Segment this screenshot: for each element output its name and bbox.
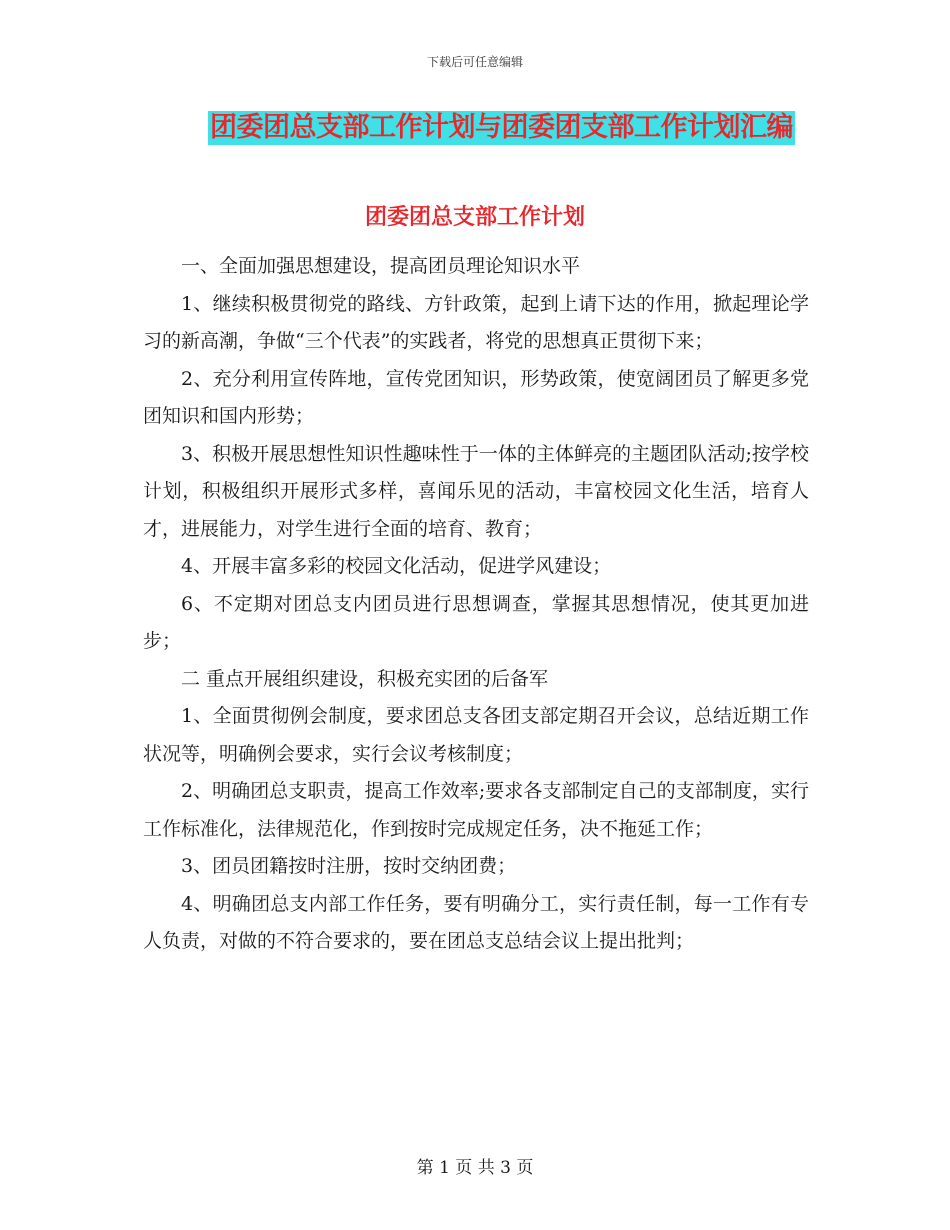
body-paragraph: 1、继续积极贯彻党的路线、方针政策，起到上请下达的作用，掀起理论学习的新高潮，争做“三个代表”的实践者，将党的思想真正贯彻下来； (143, 292, 809, 352)
header-note: 下载后可任意编辑 (426, 55, 523, 69)
document-body (143, 248, 809, 961)
page-number-footer: 第 1 页 共 3 页 (416, 1158, 534, 1178)
body-paragraph: 1、全面贯彻例会制度，要求团总支各团支部定期召开会议，总结近期工作状况等，明确例会要求，实行会议考核制度； (143, 705, 809, 765)
body-paragraph: 2、明确团总支职责，提高工作效率;要求各支部制定自己的支部制度，实行工作标准化，法律规范化，作到按时完成规定任务，决不拖延工作； (143, 780, 809, 840)
heading-paragraph: 二 重点开展组织建设，积极充实团的后备军 (181, 667, 549, 690)
section-title: 团委团总支部工作计划 (364, 205, 585, 230)
body-paragraph: 3、团员团籍按时注册，按时交纳团费； (181, 855, 517, 877)
heading-paragraph: 一、全面加强思想建设，提高团员理论知识水平 (181, 255, 581, 277)
body-paragraph: 4、明确团总支内部工作任务，要有明确分工，实行责任制，每一工作有专人负责，对做的不符合要求的，要在团总支总结会议上提出批判； (143, 892, 809, 952)
body-paragraph: 2、充分利用宣传阵地，宣传党团知识，形势政策，使宽阔团员了解更多党团知识和国内形势； (143, 367, 809, 427)
body-paragraph: 4、开展丰富多彩的校园文化活动，促进学风建设； (181, 555, 612, 577)
document-title: 团委团总支部工作计划与团委团支部工作计划汇编 (210, 112, 793, 143)
body-paragraph: 6、不定期对团总支内团员进行思想调查，掌握其思想情况，使其更加进步； (143, 592, 809, 652)
body-paragraph: 3、积极开展思想性知识性趣味性于一体的主体鲜亮的主题团队活动;按学校计划，积极组织开展形式多样，喜闻乐见的活动，丰富校园文化生活，培育人才，进展能力，对学生进行全面的培育、教育； (143, 442, 809, 540)
